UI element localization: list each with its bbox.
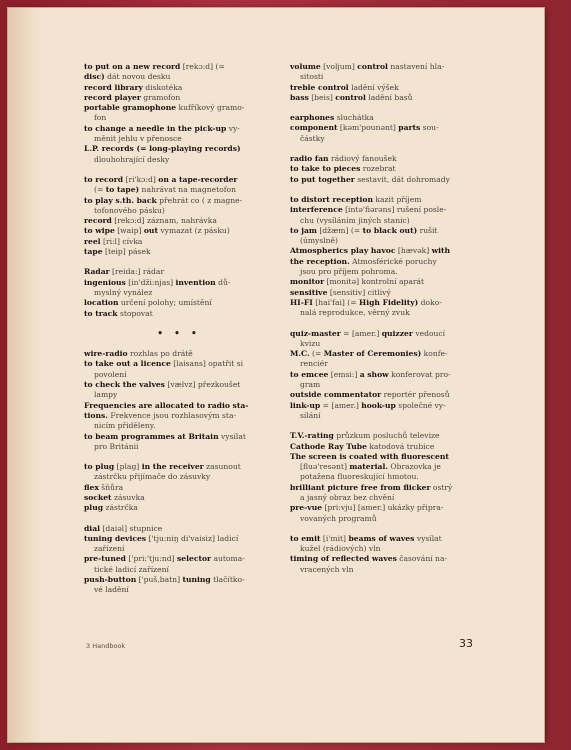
headword: to put together [290, 174, 355, 184]
headword: control [335, 92, 366, 102]
headword: HI-FI [290, 297, 313, 307]
translation: fon [94, 113, 107, 123]
entry-line [84, 462, 274, 472]
entry-line [290, 123, 474, 133]
entry-line [84, 401, 274, 411]
entry-line [84, 155, 274, 165]
entry-line [290, 401, 474, 411]
headword: dial [84, 523, 100, 533]
translation: [voljum] [320, 62, 358, 71]
translation: rušit [417, 225, 438, 235]
translation: šňůra [98, 482, 124, 492]
headword: L.P. records (= long-playing records) [84, 144, 241, 154]
entry-line [84, 93, 274, 103]
entry-line [84, 503, 274, 513]
headword: The screen is coated with fluorescent [290, 451, 449, 461]
headword: Master of Ceremonies) [323, 349, 422, 359]
headword: parts [398, 123, 421, 133]
entry-line [290, 277, 474, 287]
translation: a jasný obraz bez chvění [300, 492, 395, 502]
translation: lampy [94, 390, 118, 400]
translation: průzkum posluchů televize [333, 431, 440, 441]
vocabulary-group [84, 62, 274, 165]
headword: to record [84, 174, 124, 184]
entry-line [290, 359, 474, 369]
vocabulary-group [290, 431, 474, 524]
translation: nalá reprodukce, věrný zvuk [300, 308, 410, 318]
translation: sitosti [300, 72, 324, 82]
entry-line [84, 175, 274, 185]
entry-line [84, 72, 274, 82]
page-number: 33 [459, 637, 473, 650]
right-column [290, 62, 474, 585]
headword: quizzer [381, 328, 413, 338]
headword: reel [84, 236, 101, 246]
translation: dů- [215, 277, 231, 287]
entry-line [290, 113, 474, 123]
translation: [rekɔ:d] záznam, nahrávka [111, 216, 217, 226]
translation: doko- [418, 297, 442, 307]
headword: volume [290, 62, 321, 71]
headword: to take out a licence [84, 359, 171, 369]
translation: sílání [300, 410, 321, 420]
translation: [hai'fai] (= [312, 297, 360, 307]
entry-line [84, 524, 274, 534]
entry-line [290, 462, 474, 472]
entry-line [84, 534, 274, 544]
translation: = [amer.] [340, 328, 382, 338]
entry-line [290, 329, 474, 339]
headword: interference [290, 205, 343, 215]
headword: selector [177, 554, 212, 564]
headword: Cathode Ray Tube [290, 441, 367, 451]
headword: quiz-master [290, 328, 341, 338]
translation: Atmosférické poruchy [349, 256, 437, 266]
translation: jsou pro příjem pohroma. [300, 267, 398, 277]
vocabulary-group [84, 462, 274, 513]
entry-line [290, 216, 474, 226]
left-column [84, 62, 274, 606]
translation: konfe- [421, 349, 448, 359]
translation: [emsi:] [328, 369, 360, 379]
entry-line [84, 554, 274, 564]
entry-line [84, 144, 274, 154]
headword: bass [290, 92, 309, 102]
headword: High Fidelity) [359, 297, 419, 307]
translation: vracených vln [300, 564, 354, 574]
translation: konferovat pro- [388, 369, 451, 379]
translation: [monitə] kontrolní aparát [324, 277, 425, 287]
headword: plug [84, 503, 104, 513]
translation: kužel (rádiových) vln [300, 544, 381, 554]
entry-line [84, 103, 274, 113]
headword: radio fan [290, 154, 329, 164]
entry-line [290, 298, 474, 308]
headword: to emcee [290, 369, 329, 379]
vocabulary-group [84, 524, 274, 596]
headword: T.V.-rating [290, 431, 334, 441]
entry-line [290, 257, 474, 267]
headword: monitor [290, 277, 325, 287]
entry-line [290, 483, 474, 493]
entry-line [290, 534, 474, 544]
translation: vovaných programů [300, 513, 377, 523]
translation: pro Británii [94, 441, 139, 451]
entry-line [290, 431, 474, 441]
page-gutter-shadow [8, 8, 44, 742]
headword: pre-tuned [84, 554, 126, 564]
headword: record [84, 216, 112, 226]
headword: to play s.th. back [84, 195, 157, 205]
translation: zástrčku přijímače do zásuvky [94, 472, 211, 482]
headword: to wipe [84, 226, 115, 236]
translation: [kəm'pounənt] [337, 123, 399, 133]
translation: rozebrat [360, 164, 396, 174]
entry-line [290, 565, 474, 575]
translation: zástrčka [103, 503, 138, 513]
translation: [intə'fiərəns] rušení posle- [342, 205, 447, 215]
headword: to tape) [105, 185, 140, 195]
entry-line [84, 585, 274, 595]
entry-line [84, 309, 274, 319]
vocabulary-group [290, 62, 474, 103]
entry-line [290, 72, 474, 82]
translation: nahrávat na magnetofon [139, 185, 237, 195]
translation: [ri:l] cívka [100, 236, 143, 246]
section-separator: • • • [157, 328, 201, 339]
translation: [beis] [308, 92, 336, 102]
vocabulary-group [290, 195, 474, 319]
translation: [plag] [114, 462, 142, 472]
translation: [fluə'resənt] [300, 462, 350, 472]
entry-line [290, 544, 474, 554]
entry-line [290, 308, 474, 318]
headword: component [290, 123, 338, 133]
headword: out [143, 226, 158, 236]
translation: [rekɔ:d] (= [180, 62, 225, 71]
entry-line [84, 442, 274, 452]
translation: [pri:vju] [amer.] ukázky připra- [322, 503, 444, 513]
entry-line [290, 205, 474, 215]
translation: sou- [420, 123, 439, 133]
translation: částky [300, 133, 325, 143]
translation: chu (vysíláním jiných stanic) [300, 215, 410, 225]
entry-line [84, 359, 274, 369]
entry-line [84, 380, 274, 390]
entry-line [290, 493, 474, 503]
headword: link-up [290, 400, 321, 410]
vocabulary-group [84, 267, 274, 318]
entry-line [290, 503, 474, 513]
headword: to track [84, 308, 118, 318]
entry-line [84, 483, 274, 493]
entry-line [290, 339, 474, 349]
entry-line [84, 62, 274, 72]
translation: reportér přenosů [381, 390, 450, 400]
translation: ladění výšek [348, 82, 399, 92]
translation: tické ladicí zařízení [94, 564, 169, 574]
translation: vysílat [414, 533, 442, 543]
entry-line [290, 134, 474, 144]
headword: socket [84, 492, 112, 502]
translation: kazit příjem [373, 194, 422, 204]
translation: dát novou desku [104, 72, 171, 82]
headword: Radar [84, 267, 110, 277]
headword: flex [84, 482, 99, 492]
translation: vymazat (z pásku) [157, 226, 230, 236]
translation: [džæm] (= [316, 225, 363, 235]
entry-line [290, 195, 474, 205]
translation: [daiəl] stupnice [100, 523, 163, 533]
headword: invention [175, 277, 216, 287]
entry-line [84, 124, 274, 134]
printer-signature: 3 Handbook [86, 642, 126, 650]
translation: [laisans] opatřit si [170, 359, 244, 369]
translation: (= [94, 185, 106, 195]
translation: stopovat [117, 308, 153, 318]
entry-line [290, 246, 474, 256]
translation: [waip] [114, 226, 144, 236]
entry-line [84, 237, 274, 247]
entry-line [84, 278, 274, 288]
headword: wire-radio [84, 349, 128, 359]
vocabulary-group [290, 329, 474, 422]
entry-line [290, 370, 474, 380]
translation: = [amer.] [320, 400, 362, 410]
headword: Frequencies are allocated to radio sta- [84, 400, 249, 410]
entry-line [84, 544, 274, 554]
translation: myslný vynález [94, 287, 153, 297]
entry-line [84, 196, 274, 206]
headword: sensitive [290, 287, 328, 297]
headword: brilliant picture free from flicker [290, 482, 431, 492]
translation: automa- [211, 554, 245, 564]
translation: diskotéka [142, 82, 183, 92]
translation: sluchátka [334, 113, 374, 123]
vocabulary-group [84, 175, 274, 257]
headword: M.C. [290, 349, 310, 359]
translation: povolení [94, 369, 127, 379]
translation: tofonového pásku) [94, 205, 165, 215]
headword: treble control [290, 82, 349, 92]
translation: časování na- [396, 554, 448, 564]
headword: tions. [84, 410, 108, 420]
translation: potažena fluoreskující hmotou. [300, 472, 419, 482]
entry-line [290, 175, 474, 185]
entry-line [290, 93, 474, 103]
translation: vy- [226, 123, 240, 133]
headword: to take to pieces [290, 164, 361, 174]
headword: outside commentator [290, 390, 382, 400]
translation: nicím přiděleny. [94, 421, 156, 431]
translation: tlačítko- [210, 575, 245, 585]
translation: zasunout [203, 462, 241, 472]
entry-line [84, 472, 274, 482]
entry-line [84, 288, 274, 298]
vocabulary-group [290, 534, 474, 575]
translation: měnit jehlu v přenosce [94, 134, 182, 144]
entry-line [290, 472, 474, 482]
entry-line [84, 493, 274, 503]
headword: disc) [84, 72, 105, 82]
headword: to black out) [362, 225, 418, 235]
headword: to beam programmes at Britain [84, 431, 219, 441]
translation: katodová trubice [366, 441, 435, 451]
entry-line [290, 390, 474, 400]
translation: společné vy- [395, 400, 446, 410]
entry-line [84, 421, 274, 431]
entry-line [84, 575, 274, 585]
translation: nastavení hla- [387, 62, 445, 71]
headword: beams of waves [348, 533, 415, 543]
headword: a show [359, 369, 389, 379]
entry-line [84, 370, 274, 380]
entry-line [84, 216, 274, 226]
translation: gramofon [140, 92, 181, 102]
translation: [sensitiv] citlivý [327, 287, 391, 297]
translation: gram [300, 380, 321, 390]
headword: push-button [84, 575, 137, 585]
entry-line [290, 380, 474, 390]
headword: record library [84, 82, 143, 92]
headword: to put on a new record [84, 62, 181, 71]
entry-line [84, 83, 274, 93]
entry-line [290, 267, 474, 277]
translation: [in'dži:njas] [125, 277, 176, 287]
translation: rádiový fanoušek [328, 154, 397, 164]
translation: určení polohy; umístění [118, 298, 212, 308]
translation: ostrý [430, 482, 453, 492]
entry-line [84, 390, 274, 400]
headword: record player [84, 92, 141, 102]
entry-line [84, 247, 274, 257]
headword: tape [84, 247, 103, 257]
translation: sestavit, dát dohromady [354, 174, 450, 184]
headword: tuning devices [84, 533, 147, 543]
translation: přehrát co ( z magne- [156, 195, 243, 205]
headword: with [431, 246, 451, 256]
translation: ['pri:'tju:nd] [126, 554, 178, 564]
translation: [i'mit] [320, 533, 349, 543]
entry-line [84, 185, 274, 195]
entry-line [84, 134, 274, 144]
entry-line [290, 83, 474, 93]
entry-line [290, 411, 474, 421]
headword: portable gramophone [84, 103, 177, 113]
translation: dlouhohrající desky [94, 154, 170, 164]
entry-line [84, 267, 274, 277]
entry-line [84, 432, 274, 442]
entry-line [84, 565, 274, 575]
translation: [reida:] rádar [109, 267, 165, 277]
translation: [ri'kɔ:d] [123, 174, 159, 184]
entry-line [290, 349, 474, 359]
translation: renciér [300, 359, 328, 369]
translation: vé ladění [94, 585, 129, 595]
entry-line [290, 154, 474, 164]
headword: tuning [182, 575, 211, 585]
translation: Frekvence jsou rozhlasovým sta- [107, 410, 237, 420]
headword: Atmospherics play havoc [290, 246, 396, 256]
headword: to change a needle in the pick-up [84, 123, 227, 133]
translation: vysílat [218, 431, 246, 441]
entry-line [290, 226, 474, 236]
headword: hook-up [361, 400, 396, 410]
translation: ladění basů [365, 92, 413, 102]
entry-line [290, 554, 474, 564]
entry-line [84, 226, 274, 236]
entry-line [84, 206, 274, 216]
translation: vedoucí [412, 328, 446, 338]
headword: in the receiver [141, 462, 204, 472]
entry-line [290, 514, 474, 524]
entry-line [290, 164, 474, 174]
headword: pre-vue [290, 503, 323, 513]
headword: on a tape-recorder [158, 174, 238, 184]
entry-line [290, 236, 474, 246]
translation: [hævək] [395, 246, 432, 256]
translation: (úmyslně) [300, 236, 339, 246]
translation: (= [309, 349, 324, 359]
translation: Obrazovka je [387, 462, 441, 472]
headword: timing of reflected waves [290, 554, 397, 564]
translation: rozhlas po drátě [127, 349, 193, 359]
headword: to plug [84, 462, 115, 472]
entry-line [290, 62, 474, 72]
headword: to check the valves [84, 380, 165, 390]
translation: [teip] pásek [102, 247, 151, 257]
headword: earphones [290, 113, 335, 123]
headword: to jam [290, 225, 317, 235]
headword: material. [349, 462, 388, 472]
translation: ['puš,batn] [136, 575, 183, 585]
vocabulary-group [84, 349, 274, 452]
vocabulary-group [290, 154, 474, 185]
translation: kufříkový gramo- [176, 103, 245, 113]
translation: zařízení [94, 544, 125, 554]
entry-line [84, 298, 274, 308]
entry-line [84, 411, 274, 421]
headword: to emit [290, 533, 321, 543]
translation: kvizu [300, 338, 321, 348]
entry-line [290, 288, 474, 298]
translation: zásuvka [111, 492, 145, 502]
vocabulary-group [290, 113, 474, 144]
entry-line [290, 442, 474, 452]
entry-line [84, 349, 274, 359]
translation: ['tju:niŋ di'vaisiz] ladicí [146, 533, 239, 543]
entry-line [84, 113, 274, 123]
headword: ingenious [84, 277, 126, 287]
headword: control [357, 62, 388, 71]
headword: the reception. [290, 256, 350, 266]
translation: [vælvz] přezkoušet [164, 380, 241, 390]
headword: to distort reception [290, 194, 373, 204]
entry-line [290, 452, 474, 462]
headword: location [84, 298, 119, 308]
